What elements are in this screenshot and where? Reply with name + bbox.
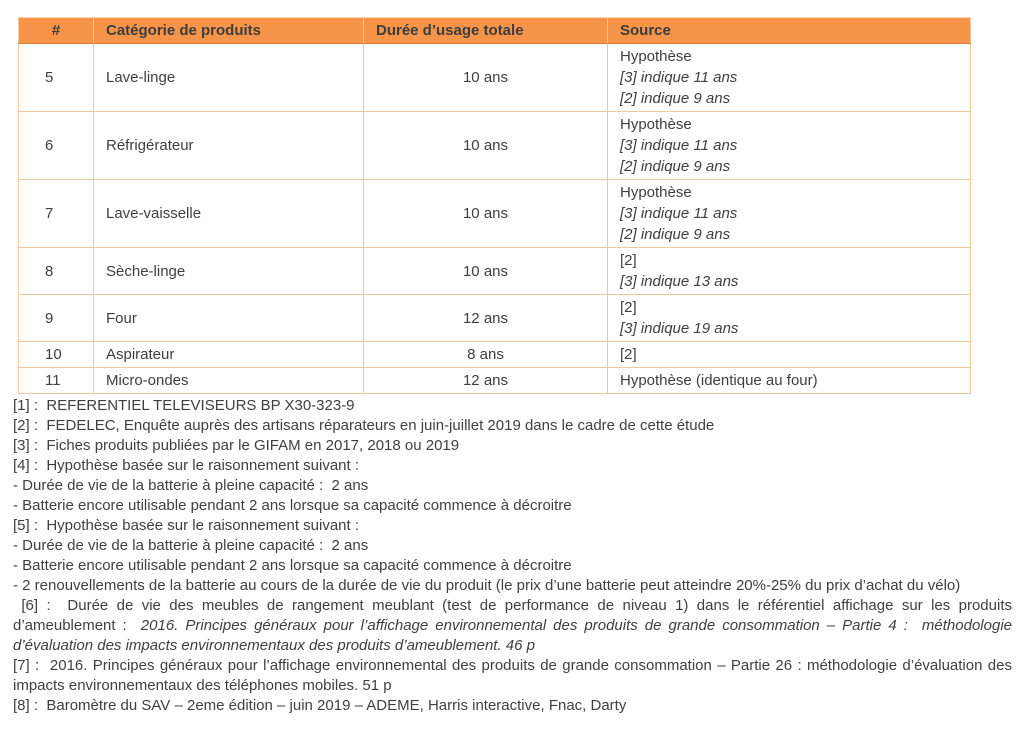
cell-duration: 10 ans — [364, 248, 608, 295]
cell-category: Micro-ondes — [94, 368, 364, 394]
footnote-segment: - Batterie encore utilisable pendant 2 ans lorsque sa capacité commence à décroitre — [13, 557, 572, 574]
usage-table — [18, 17, 971, 394]
cell-number: 5 — [19, 44, 94, 112]
source-line: [3] indique 11 ans — [620, 137, 738, 154]
cell-source — [608, 295, 971, 342]
footnotes — [13, 396, 1017, 716]
cell-duration: 8 ans — [364, 342, 608, 368]
table-row — [19, 248, 971, 295]
footnote-line — [13, 576, 1012, 596]
footnote-segment: - Durée de vie de la batterie à pleine capacité : 2 ans — [13, 537, 369, 554]
cell-category: Lave-linge — [94, 44, 364, 112]
header-category: Catégorie de produits — [94, 18, 364, 44]
footnote-line — [13, 456, 1012, 476]
cell-source — [608, 112, 971, 180]
source-line: Hypothèse (identique au four) — [620, 372, 818, 389]
table-header-row — [19, 18, 971, 44]
cell-source — [608, 44, 971, 112]
footnote-segment: [3] : Fiches produits publiées par le GIFAM en 2017, 2018 ou 2019 — [13, 437, 460, 454]
footnote-line — [13, 436, 1012, 456]
table-row — [19, 112, 971, 180]
source-line: [2] indique 9 ans — [620, 90, 731, 107]
cell-duration: 10 ans — [364, 44, 608, 112]
footnote-segment: - Batterie encore utilisable pendant 2 ans lorsque sa capacité commence à décroitre — [13, 497, 572, 514]
cell-number: 10 — [19, 342, 94, 368]
source-line: Hypothèse — [620, 184, 692, 201]
cell-category: Four — [94, 295, 364, 342]
footnote-line — [13, 696, 1012, 716]
footnote-line — [13, 516, 1012, 536]
cell-source — [608, 342, 971, 368]
cell-duration: 12 ans — [364, 368, 608, 394]
source-line: [3] indique 19 ans — [620, 320, 739, 337]
cell-source — [608, 180, 971, 248]
table-row — [19, 295, 971, 342]
source-line: [3] indique 11 ans — [620, 69, 738, 86]
cell-duration: 10 ans — [364, 180, 608, 248]
footnote-segment: [7] : 2016. Principes généraux pour l’affichage environnemental des produits de grande consommation – Partie 26 : méthodologie d’évaluation des impacts environnementaux des téléphones mobiles. 51 p — [13, 657, 1017, 694]
table-row — [19, 180, 971, 248]
header-duration: Durée d’usage totale — [364, 18, 608, 44]
source-line: [2] indique 9 ans — [620, 158, 731, 175]
table-row — [19, 342, 971, 368]
footnote-line — [13, 396, 1012, 416]
cell-category: Aspirateur — [94, 342, 364, 368]
cell-category: Sèche-linge — [94, 248, 364, 295]
footnote-italic-segment: 2016. Principes généraux pour l’affichage environnemental des produits de grande consommation – Partie 4 : méthodologie d’évaluation des impacts environnementaux des produits d’ameublement. 46 p — [13, 617, 1017, 654]
cell-number: 9 — [19, 295, 94, 342]
table-body — [19, 44, 971, 394]
cell-duration: 10 ans — [364, 112, 608, 180]
footnote-line — [13, 536, 1012, 556]
header-number: # — [19, 18, 94, 44]
cell-source — [608, 368, 971, 394]
footnote-line — [13, 476, 1012, 496]
source-line: Hypothèse — [620, 116, 692, 133]
footnote-segment: - Durée de vie de la batterie à pleine capacité : 2 ans — [13, 477, 369, 494]
footnote-segment: [2] : FEDELEC, Enquête auprès des artisans réparateurs en juin-juillet 2019 dans le cadre de cette étude — [13, 417, 715, 434]
source-line: [2] — [620, 252, 637, 269]
source-line: [3] indique 13 ans — [620, 273, 739, 290]
footnote-segment: [4] : Hypothèse basée sur le raisonnement suivant : — [13, 457, 360, 474]
cell-category: Lave-vaisselle — [94, 180, 364, 248]
footnote-line — [13, 656, 1017, 696]
cell-number: 7 — [19, 180, 94, 248]
header-source: Source — [608, 18, 971, 44]
cell-source — [608, 248, 971, 295]
table-row — [19, 368, 971, 394]
cell-duration: 12 ans — [364, 295, 608, 342]
footnote-line — [13, 496, 1012, 516]
footnote-segment: [8] : Baromètre du SAV – 2eme édition – juin 2019 – ADEME, Harris interactive, Fnac, Darty — [13, 697, 627, 714]
cell-category: Réfrigérateur — [94, 112, 364, 180]
source-line: Hypothèse — [620, 48, 692, 65]
source-line: [3] indique 11 ans — [620, 205, 738, 222]
cell-number: 8 — [19, 248, 94, 295]
footnote-line — [13, 556, 1012, 576]
table-row — [19, 44, 971, 112]
footnote-line — [13, 416, 1012, 436]
source-line: [2] — [620, 346, 637, 363]
source-line: [2] indique 9 ans — [620, 226, 731, 243]
cell-number: 6 — [19, 112, 94, 180]
footnote-segment: - 2 renouvellements de la batterie au cours de la durée de vie du produit (le prix d’une batterie peut atteindre 20%-25% du prix d’achat du vélo) — [13, 577, 961, 594]
footnote-segment: [5] : Hypothèse basée sur le raisonnement suivant : — [13, 517, 360, 534]
footnote-line — [13, 596, 1017, 656]
cell-number: 11 — [19, 368, 94, 394]
source-line: [2] — [620, 299, 637, 316]
footnote-segment: [6] : Durée de vie des meubles de rangement meublant (test de performance de niveau 1) dans le référentiel affichage sur les produits d’ameublement : — [13, 597, 1017, 634]
footnote-segment: [1] : REFERENTIEL TELEVISEURS BP X30-323-9 — [13, 397, 355, 414]
